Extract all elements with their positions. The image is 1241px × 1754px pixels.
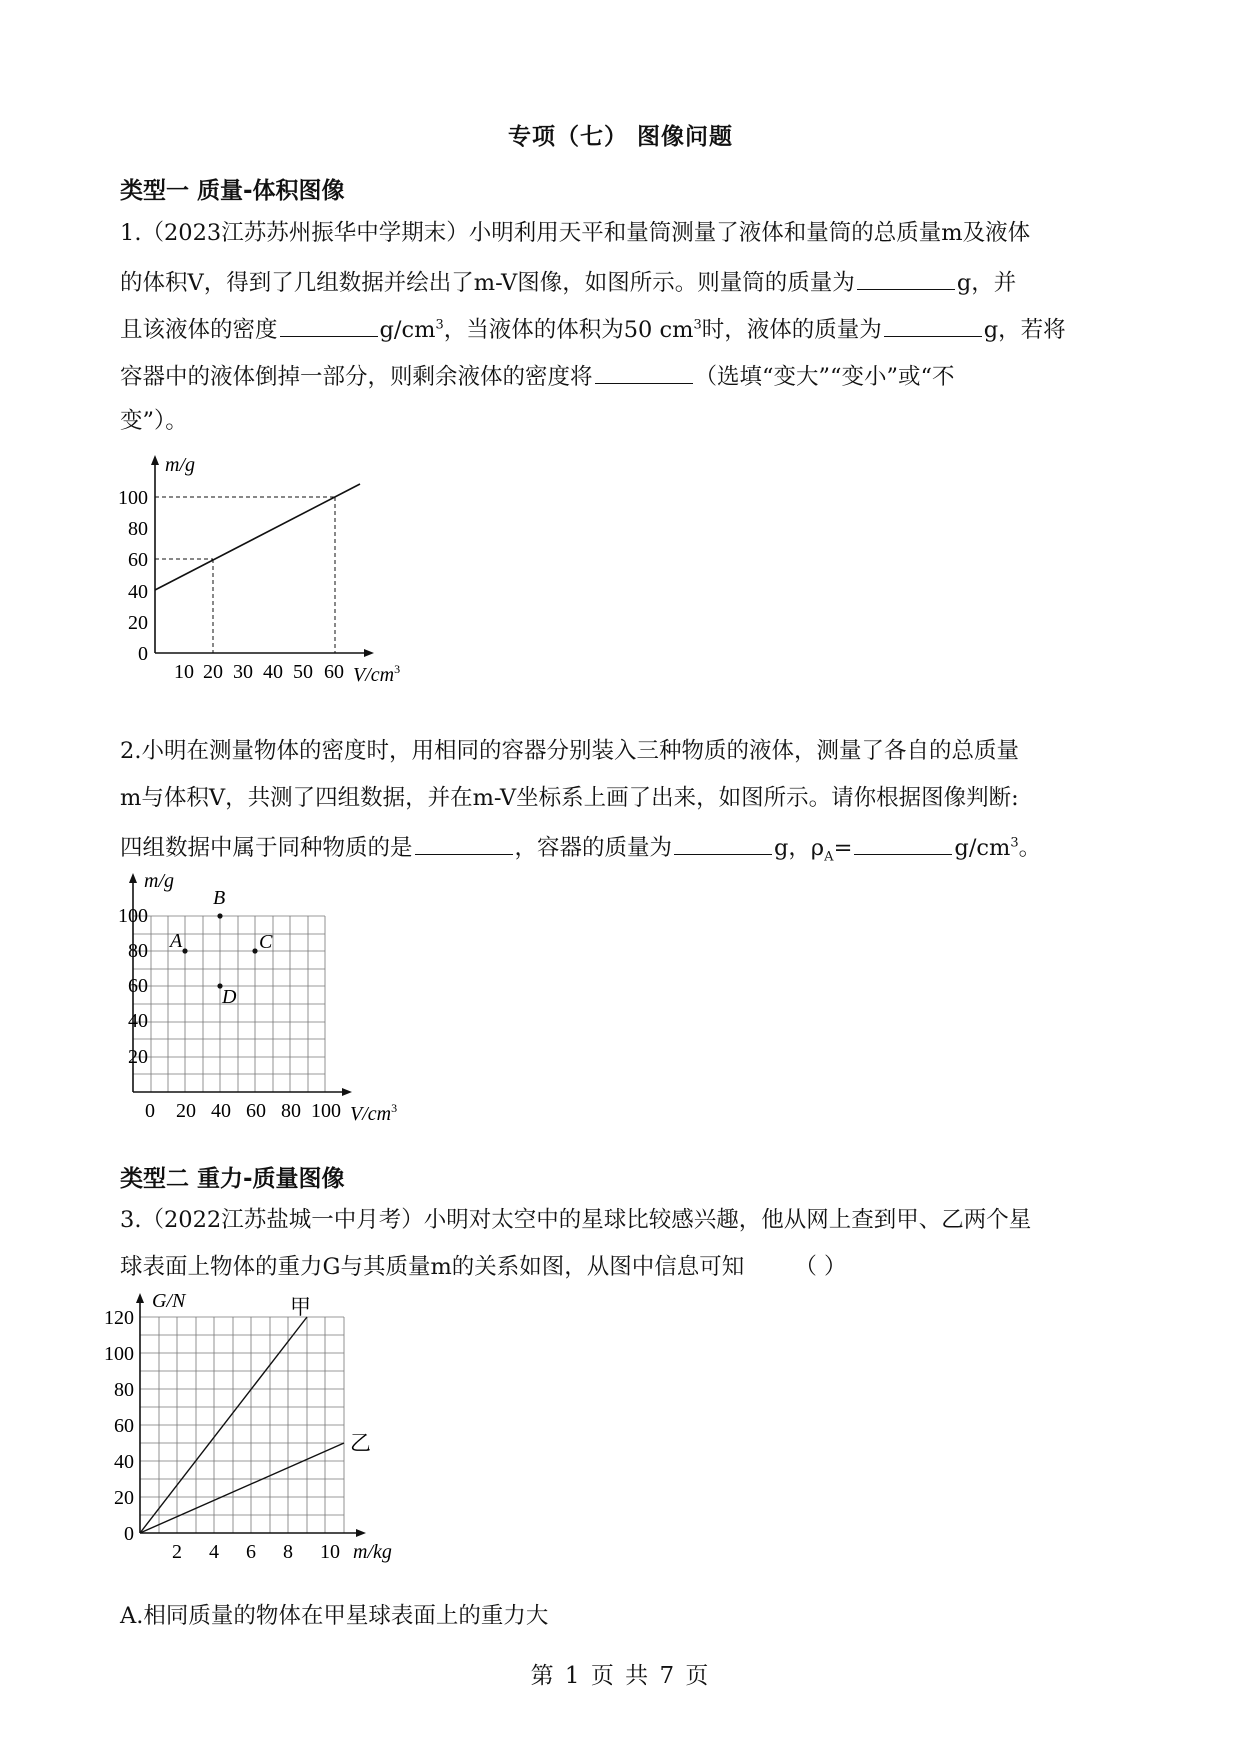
q2-text: 。 [1018, 835, 1042, 861]
q2-text: = [833, 835, 853, 861]
answer-blank[interactable] [595, 363, 693, 384]
x-axis-label [353, 662, 400, 686]
y-tick-label: 40 [128, 581, 148, 603]
x-axis-label-sup: 3 [394, 662, 401, 676]
x-axis-label-sup: 3 [391, 1101, 398, 1115]
y-axis-arrow [129, 873, 137, 883]
q1-text: 且该液体的密度 [120, 317, 278, 343]
x-tick-label: 6 [246, 1541, 256, 1563]
y-tick-label: 80 [114, 1379, 134, 1401]
data-point-a [182, 948, 187, 953]
x-tick-label: 2 [172, 1541, 182, 1563]
x-axis-label [350, 1101, 397, 1125]
x-tick-label: 10 [320, 1541, 340, 1563]
x-axis-label: m/kg [353, 1541, 392, 1563]
y-axis-label [152, 1290, 187, 1312]
q3-text: 球表面上物体的重力G与其质量m的关系如图，从图中信息可知 [120, 1254, 745, 1280]
y-axis-arrow [151, 455, 159, 465]
chart-gravity-mass [104, 1290, 430, 1575]
q1-text: g/cm [379, 317, 436, 343]
answer-blank[interactable] [884, 316, 982, 337]
y-tick-label: 60 [128, 975, 148, 997]
data-point-b [217, 913, 222, 918]
q1-text: g，若将 [983, 317, 1066, 343]
q2-text: ，容器的质量为 [514, 835, 673, 861]
q2-line-2: m与体积V，共测了四组数据，并在m-V坐标系上画了出来，如图所示。请你根据图像判断: [120, 785, 1019, 811]
q1-text: 的体积V，得到了几组数据并绘出了m-V图像，如图所示。则量筒的质量为 [120, 270, 855, 296]
x-tick-label: 4 [209, 1541, 219, 1563]
y-tick-label: 100 [118, 905, 148, 927]
x-tick-label: 80 [281, 1100, 301, 1122]
y-tick-label: 20 [128, 1046, 148, 1068]
q1-text: ，当液体的体积为50 cm [443, 317, 694, 343]
x-axis-arrow [364, 649, 374, 657]
q1-text: （选填“变大”“变小”或“不 [694, 364, 955, 390]
data-point-c [252, 948, 257, 953]
x-tick-label: 30 [233, 661, 253, 683]
section-heading-1: 类型一 质量-体积图像 [120, 178, 345, 204]
x-tick-label: 100 [311, 1100, 341, 1122]
x-axis-arrow [356, 1529, 366, 1537]
answer-paren[interactable]: （ ） [794, 1254, 847, 1280]
line-yi [140, 1443, 344, 1533]
x-tick-label: 20 [176, 1100, 196, 1122]
y-tick-label: 0 [124, 1523, 134, 1545]
x-tick-label: 50 [293, 661, 313, 683]
q1-line-3 [120, 316, 1066, 342]
superscript: 3 [1010, 835, 1019, 851]
y-tick-label: 20 [114, 1487, 134, 1509]
y-tick-label: 100 [118, 487, 148, 509]
q2-text: g/cm [954, 835, 1011, 861]
point-label-b: B [213, 887, 226, 909]
q3-line-1: 3.（2022江苏盐城一中月考）小明对太空中的星球比较感兴趣，他从网上查到甲、乙两个星 [120, 1207, 1032, 1233]
subscript: A [824, 849, 834, 865]
y-tick-label: 60 [114, 1415, 134, 1437]
q3-line-2 [120, 1256, 846, 1279]
chart-mass-volume-2 [110, 870, 430, 1125]
y-axis-arrow [136, 1293, 144, 1303]
section-heading-2: 类型二 重力-质量图像 [120, 1166, 345, 1192]
x-tick-label: 8 [283, 1541, 293, 1563]
point-label-a: A [170, 930, 183, 952]
answer-blank[interactable] [280, 316, 378, 337]
chart-mass-volume-1 [110, 455, 430, 685]
x-tick-label: 60 [324, 661, 344, 683]
x-tick-label: 0 [145, 1100, 155, 1122]
x-tick-label: 40 [211, 1100, 231, 1122]
q1-line-1: 1.（2023江苏苏州振华中学期末）小明利用天平和量筒测量了液体和量筒的总质量m及液体 [120, 220, 1031, 246]
line-jia-label: 甲 [290, 1295, 311, 1319]
x-tick-label: 60 [246, 1100, 266, 1122]
answer-blank[interactable] [854, 834, 952, 855]
superscript: 3 [435, 317, 444, 333]
q1-line-2 [120, 269, 1016, 295]
y-tick-label: 0 [138, 643, 148, 665]
y-axis-label: m/g [144, 870, 174, 892]
x-axis-arrow [342, 1088, 352, 1096]
q2-text: 四组数据中属于同种物质的是 [120, 835, 413, 861]
q2-text: g，ρ [774, 835, 825, 861]
x-tick-label: 40 [263, 661, 283, 683]
point-label-c: C [259, 931, 273, 953]
x-axis-label-text: V/cm [350, 1103, 392, 1125]
x-axis-label-text: V/cm [353, 664, 395, 686]
y-tick-label: 40 [114, 1451, 134, 1473]
y-tick-label: 100 [104, 1343, 134, 1365]
grid [140, 1317, 344, 1533]
q1-line-5: 变”）。 [120, 408, 188, 434]
data-line [155, 484, 360, 590]
q1-line-4 [120, 363, 955, 389]
point-label-d: D [222, 986, 237, 1008]
q2-line-3 [120, 834, 1041, 864]
answer-blank[interactable] [415, 834, 513, 855]
line-yi-label: 乙 [350, 1431, 371, 1455]
page-footer: 第 1 页 共 7 页 [530, 1663, 711, 1689]
y-tick-label: 120 [104, 1307, 134, 1329]
y-axis-label: m/g [165, 454, 195, 476]
y-tick-label: 80 [128, 518, 148, 540]
option-a: A.相同质量的物体在甲星球表面上的重力大 [120, 1603, 549, 1629]
x-tick-label: 20 [203, 661, 223, 683]
y-tick-label: 20 [128, 612, 148, 634]
y-tick-label: 80 [128, 940, 148, 962]
answer-blank[interactable] [857, 269, 955, 290]
y-axis-label-text: G/N [152, 1290, 186, 1312]
q1-text: 容器中的液体倒掉一部分，则剩余液体的密度将 [120, 364, 593, 390]
superscript: 3 [693, 317, 702, 333]
y-tick-label: 60 [128, 549, 148, 571]
q1-text: 时，液体的质量为 [701, 317, 882, 343]
q2-line-1: 2.小明在测量物体的密度时，用相同的容器分别装入三种物质的液体，测量了各自的总质量 [120, 738, 1019, 764]
y-tick-label: 40 [128, 1010, 148, 1032]
page-title: 专项（七） 图像问题 [507, 124, 733, 150]
q1-text: g，并 [956, 270, 1017, 296]
x-tick-label: 10 [174, 661, 194, 683]
answer-blank[interactable] [674, 834, 772, 855]
